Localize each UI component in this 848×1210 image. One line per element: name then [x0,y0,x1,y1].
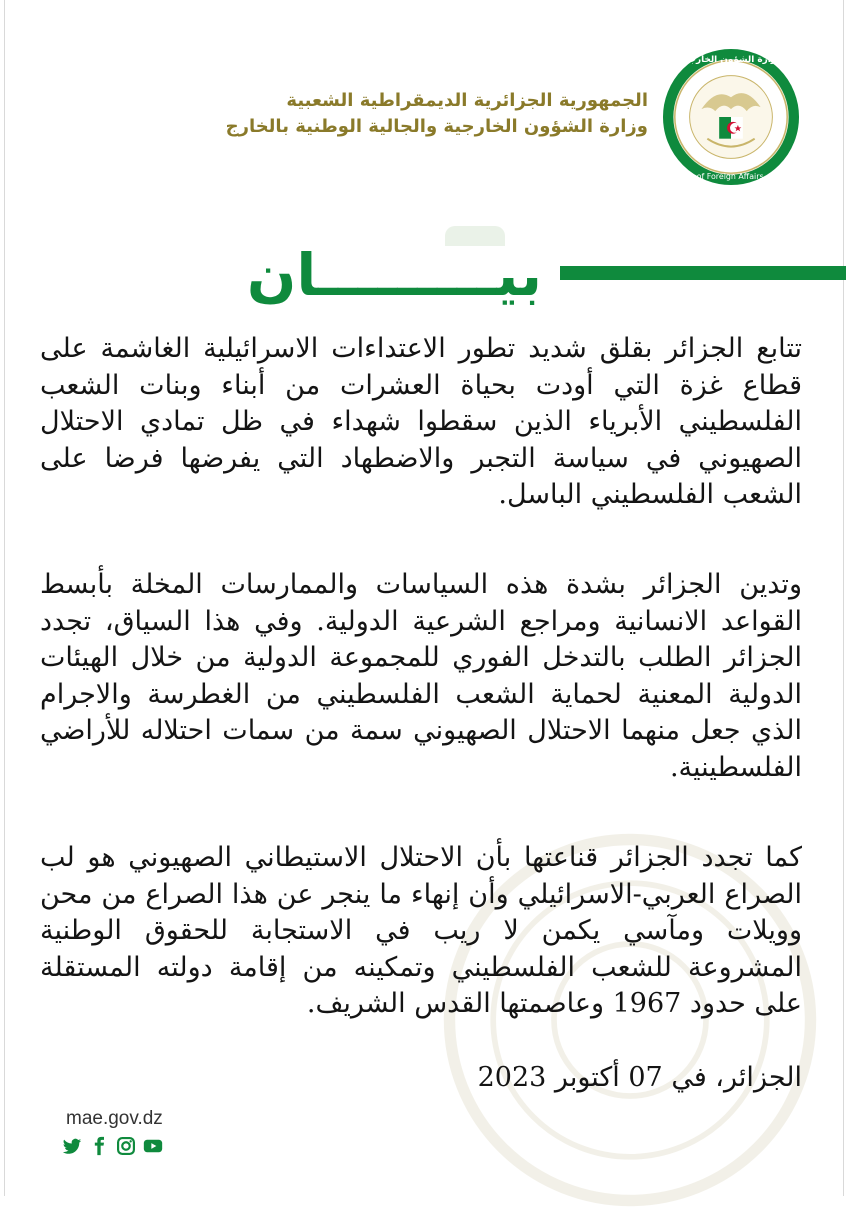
social-links [62,1136,163,1156]
twitter-icon[interactable] [62,1136,82,1156]
youtube-icon[interactable] [143,1136,163,1156]
paragraph-3 [40,840,802,1023]
signoff-date: الجزائر، في 07 أكتوبر 2023 [477,1062,802,1093]
website-link[interactable]: mae.gov.dz [66,1108,163,1129]
seal-text-top: وزارة الشؤون الخارجية [680,54,782,65]
facebook-icon[interactable] [89,1136,109,1156]
header-block [226,88,648,140]
seal-text-bottom: Ministry of Foreign Affairs - Algeria [662,172,800,182]
ministry-name: وزارة الشؤون الخارجية والجالية الوطنية بالخارج [225,116,648,137]
paragraph-1 [40,331,802,514]
statement-title: بيـــــــــان [246,241,542,309]
paragraph-text: كما تجدد الجزائر قناعتها بأن الاحتلال الاستيطاني الصهيوني هو لب الصراع العربي-الاسرائيلي وأن إنهاء ما ينجر عن هذا الصراع من محن وويلات ومآسي يكمن لا ريب في الاستجابة للحقوق الوطنية المشروعة للشعب الفلسطيني وتمكينه من إقامة دولته المستقلة على حدود 1967 وعاصمتها القدس الشريف. [40,842,802,1019]
paragraph-2 [40,567,802,786]
instagram-icon[interactable] [116,1136,136,1156]
paragraph-text: وتدين الجزائر بشدة هذه السياسات والممارسات المخلة بأبسط القواعد الانسانية ومراجع الشرعية الدولية. وفي هذا السياق، تجدد الجزائر الطلب بالتدخل الفوري للمجموعة الدولية من خلال الهيئات الدولية المعنية لحماية الشعب الفلسطيني من الغطرسة والاجرام الذي جعل منهما الاحتلال الصهيوني سمة من سمات احتلاله للأراضي الفلسطينية. [40,569,802,783]
ministry-seal-icon [662,48,800,186]
republic-name: الجمهورية الجزائرية الديمقراطية الشعبية [286,90,648,111]
paragraph-text: تتابع الجزائر بقلق شديد تطور الاعتداءات الاسرائيلية الغاشمة على قطاع غزة التي أودت بحياة العشرات من أبناء وبنات الشعب الفلسطيني الأبرياء الذين سقطوا شهداء في ظل تمادي الاحتلال الصهيوني في سياسة التجبر والاضطهاد التي يفرضها فرضا على الشعب الفلسطيني الباسل. [40,333,802,510]
title-bar-right [560,266,846,280]
